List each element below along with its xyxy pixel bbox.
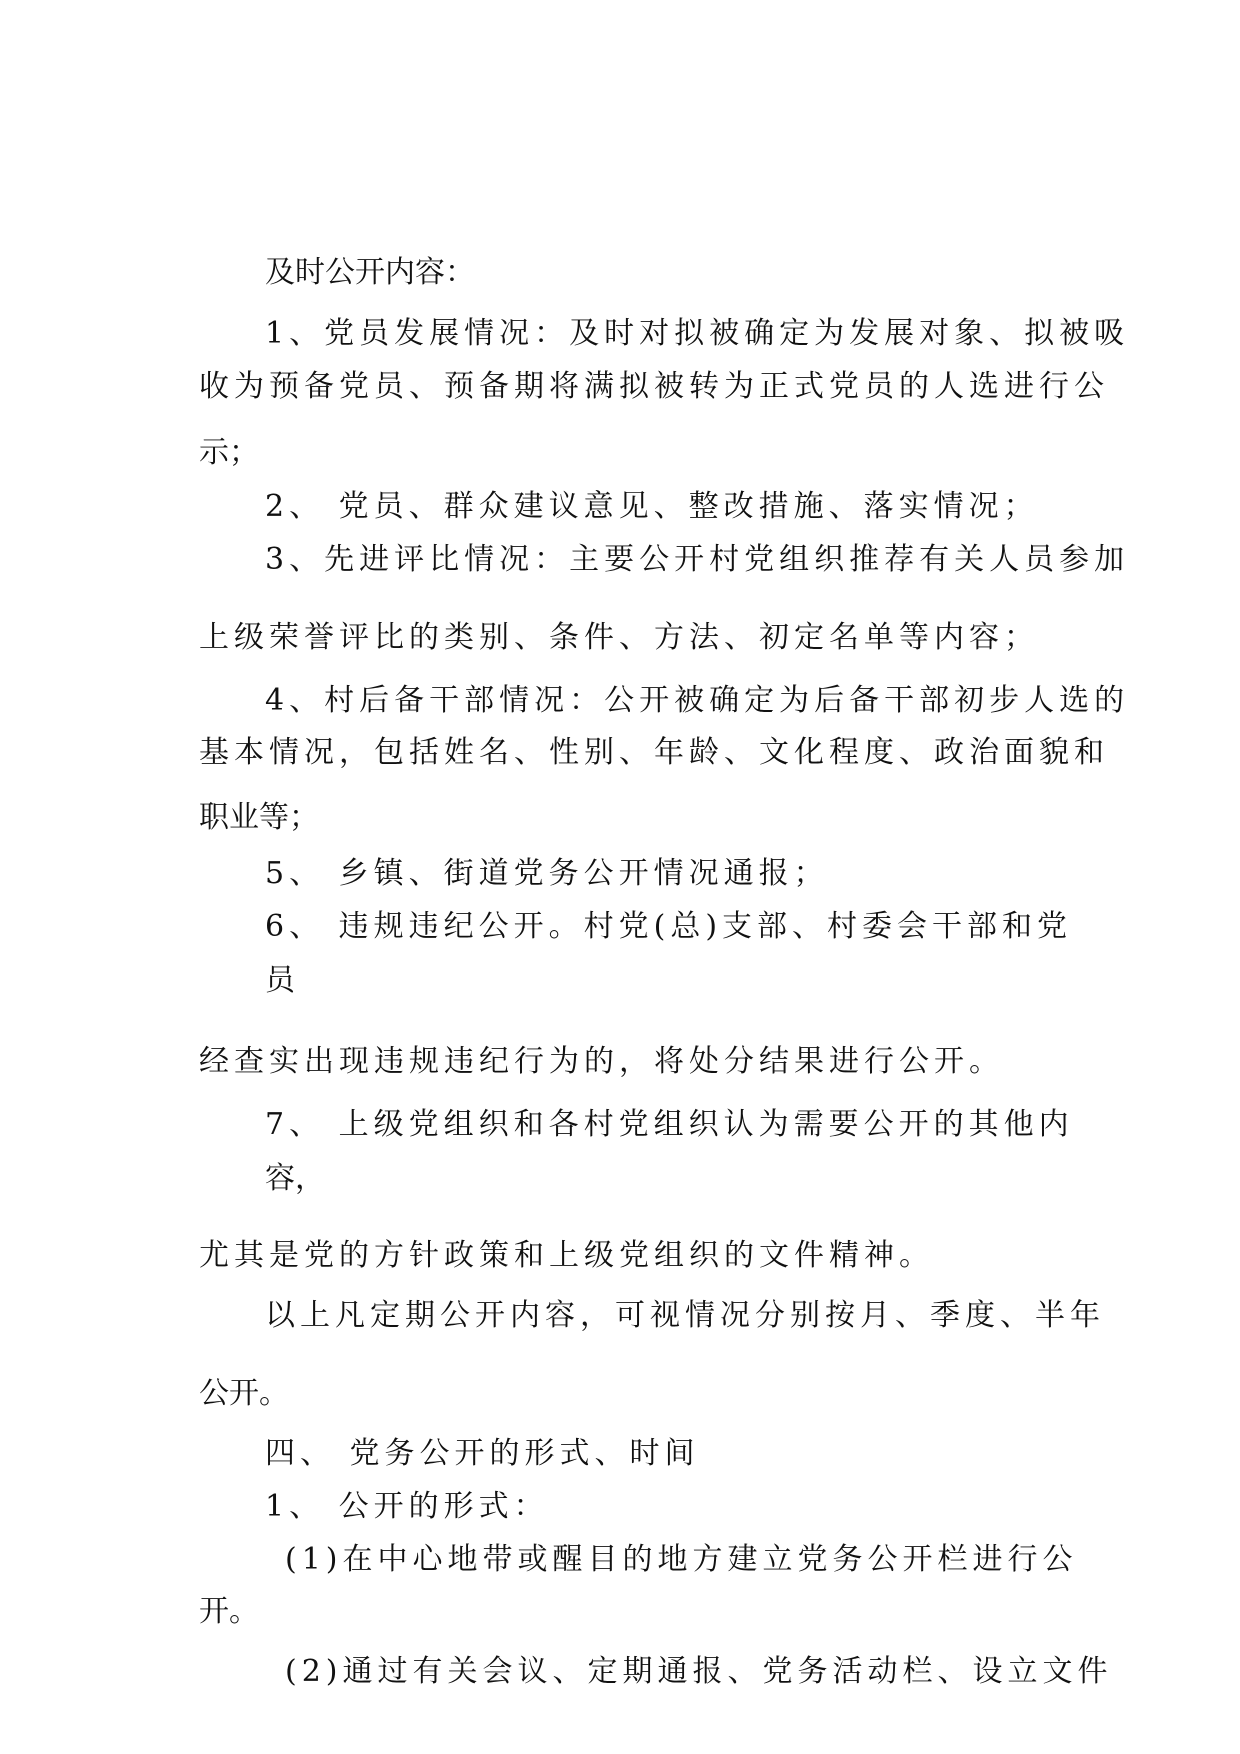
text-line: 1、党员发展情况：及时对拟被确定为发展对象、拟被吸 [265,316,1130,351]
text-line: 6、 违规违纪公开。村党(总)支部、村委会干部和党 [265,909,1073,944]
text-line: (1)在中心地带或醒目的地方建立党务公开栏进行公 [285,1542,1078,1577]
text-line: 1、 公开的形式： [265,1489,549,1524]
section-heading: 四、 党务公开的形式、时间 [265,1436,700,1471]
text-line: 示； [199,435,259,470]
text-line: 3、先进评比情况：主要公开村党组织推荐有关人员参加 [265,542,1130,577]
text-line: 7、 上级党组织和各村党组织认为需要公开的其他内 [265,1107,1074,1142]
text-line: 尤其是党的方针政策和上级党组织的文件精神。 [199,1238,934,1273]
text-line: 上级荣誉评比的类别、条件、方法、初定名单等内容； [199,620,1039,655]
text-line: 5、 乡镇、街道党务公开情况通报； [265,856,829,891]
text-line: 经查实出现违规违纪行为的，将处分结果进行公开。 [199,1044,1004,1079]
text-line: 以上凡定期公开内容，可视情况分别按月、季度、半年 [265,1298,1105,1333]
text-line: 2、 党员、群众建议意见、整改措施、落实情况； [265,489,1039,524]
text-line: 容， [265,1161,325,1196]
text-line: (2)通过有关会议、定期通报、党务活动栏、设立文件 [285,1654,1113,1689]
text-line: 4、村后备干部情况：公开被确定为后备干部初步人选的 [265,683,1130,718]
text-line: 职业等； [199,800,319,835]
text-line: 公开。 [199,1376,289,1411]
text-line: 开。 [199,1594,259,1629]
text-line: 员 [265,963,295,998]
text-line: 基本情况，包括姓名、性别、年龄、文化程度、政治面貌和 [199,735,1109,770]
text-line: 及时公开内容： [265,255,475,290]
text-line: 收为预备党员、预备期将满拟被转为正式党员的人选进行公 [199,369,1109,404]
